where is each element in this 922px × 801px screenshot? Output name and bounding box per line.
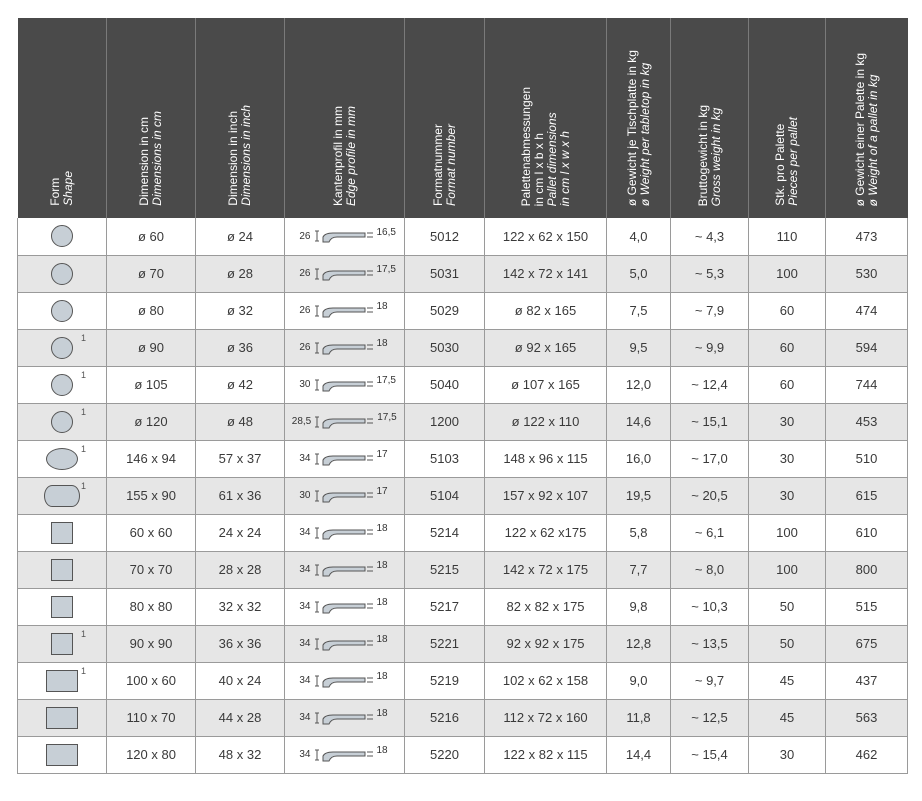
shape-cell xyxy=(18,477,107,514)
pieces-per-pallet-cell: 30 xyxy=(749,440,826,477)
header-de: ø Gewicht je Tischplatte in kg xyxy=(624,49,639,206)
pieces-per-pallet-cell: 60 xyxy=(749,292,826,329)
pieces-per-pallet-cell: 100 xyxy=(749,551,826,588)
shape-cell xyxy=(18,329,107,366)
spec-table xyxy=(17,18,908,774)
dimension-cm-cell: 155 x 90 xyxy=(107,477,196,514)
shape-cell xyxy=(18,551,107,588)
edge-profile-cell xyxy=(285,699,405,736)
shape-cell xyxy=(18,440,107,477)
shape-cell xyxy=(18,699,107,736)
shape-cell xyxy=(18,736,107,773)
pallet-dimensions-cell: 82 x 82 x 175 xyxy=(485,588,607,625)
rectangle-icon xyxy=(46,707,78,729)
circle-icon xyxy=(51,337,73,359)
edge-profile-left: 26 xyxy=(299,305,311,316)
edge-profile-icon xyxy=(313,414,375,430)
header-en: Pallet dimensions xyxy=(544,111,559,206)
dimension-cm-cell: ø 120 xyxy=(107,403,196,440)
header-de: ø Gewicht einer Palette in kg xyxy=(852,52,867,206)
edge-profile-cell xyxy=(285,514,405,551)
gross-weight-cell: ~ 17,0 xyxy=(671,440,749,477)
pallet-weight-cell: 530 xyxy=(826,255,908,292)
footnote-marker: 1 xyxy=(80,369,86,380)
edge-profile-cell xyxy=(285,477,405,514)
table-row xyxy=(18,551,908,588)
pallet-dimensions-cell: 122 x 62 x 150 xyxy=(485,218,607,255)
weight-per-tabletop-cell: 19,5 xyxy=(607,477,671,514)
header-en-2: in cm l x w x h xyxy=(557,130,572,206)
table-row xyxy=(18,292,908,329)
dimension-cm-cell: 110 x 70 xyxy=(107,699,196,736)
pieces-per-pallet-cell: 30 xyxy=(749,736,826,773)
pallet-dimensions-cell: 142 x 72 x 141 xyxy=(485,255,607,292)
dimension-cm-cell: ø 80 xyxy=(107,292,196,329)
pallet-weight-cell: 437 xyxy=(826,662,908,699)
header-en: Dimensions in inch xyxy=(239,105,253,206)
header-de: Formatnummer xyxy=(430,123,445,206)
table-row xyxy=(18,477,908,514)
gross-weight-cell: ~ 12,5 xyxy=(671,699,749,736)
footnote-marker: 1 xyxy=(80,628,86,639)
header-de-2: in cm l x b x h xyxy=(531,132,546,206)
dimension-cm-cell: 100 x 60 xyxy=(107,662,196,699)
shape-cell xyxy=(18,218,107,255)
header-en: Dimensions in cm xyxy=(150,111,164,206)
circle-icon xyxy=(51,225,73,247)
edge-profile-left: 34 xyxy=(299,712,311,723)
edge-profile-icon xyxy=(313,303,375,319)
edge-profile-icon xyxy=(313,673,375,689)
dimension-cm-cell: 70 x 70 xyxy=(107,551,196,588)
gross-weight-cell: ~ 9,7 xyxy=(671,662,749,699)
weight-per-tabletop-cell: 9,0 xyxy=(607,662,671,699)
table-row xyxy=(18,736,908,773)
edge-profile-cell xyxy=(285,662,405,699)
edge-profile-right: 18 xyxy=(376,560,388,571)
header-pieces-per-pallet xyxy=(749,18,826,218)
pallet-dimensions-cell: 112 x 72 x 160 xyxy=(485,699,607,736)
shape-cell xyxy=(18,292,107,329)
edge-profile-right: 18 xyxy=(376,338,388,349)
weight-per-tabletop-cell: 4,0 xyxy=(607,218,671,255)
pieces-per-pallet-cell: 50 xyxy=(749,625,826,662)
format-number-cell: 5216 xyxy=(405,699,485,736)
dimension-inch-cell: ø 42 xyxy=(196,366,285,403)
pieces-per-pallet-cell: 45 xyxy=(749,699,826,736)
weight-per-tabletop-cell: 5,0 xyxy=(607,255,671,292)
dimension-cm-cell: ø 105 xyxy=(107,366,196,403)
edge-profile-icon xyxy=(313,562,375,578)
dimension-cm-cell: 80 x 80 xyxy=(107,588,196,625)
circle-icon xyxy=(51,374,73,396)
dimension-inch-cell: 40 x 24 xyxy=(196,662,285,699)
edge-profile-right: 18 xyxy=(376,708,388,719)
header-en: Gross weight in kg xyxy=(708,107,723,206)
edge-profile-cell xyxy=(285,736,405,773)
pieces-per-pallet-cell: 30 xyxy=(749,403,826,440)
dimension-inch-cell: 24 x 24 xyxy=(196,514,285,551)
pallet-weight-cell: 462 xyxy=(826,736,908,773)
weight-per-tabletop-cell: 11,8 xyxy=(607,699,671,736)
pallet-dimensions-cell: 122 x 82 x 115 xyxy=(485,736,607,773)
format-number-cell: 5030 xyxy=(405,329,485,366)
shape-cell xyxy=(18,255,107,292)
table-row xyxy=(18,218,908,255)
dimension-inch-cell: ø 24 xyxy=(196,218,285,255)
edge-profile-left: 34 xyxy=(299,601,311,612)
gross-weight-cell: ~ 5,3 xyxy=(671,255,749,292)
edge-profile-right: 18 xyxy=(376,745,388,756)
table-row xyxy=(18,366,908,403)
format-number-cell: 5031 xyxy=(405,255,485,292)
weight-per-tabletop-cell: 16,0 xyxy=(607,440,671,477)
header-dimension-cm xyxy=(107,18,196,218)
header-en: Edge profile in mm xyxy=(343,105,358,206)
edge-profile-right: 17,5 xyxy=(376,375,396,386)
gross-weight-cell: ~ 20,5 xyxy=(671,477,749,514)
pallet-dimensions-cell: 148 x 96 x 115 xyxy=(485,440,607,477)
dimension-inch-cell: ø 36 xyxy=(196,329,285,366)
rectangle-icon xyxy=(46,744,78,766)
shape-cell xyxy=(18,588,107,625)
edge-profile-cell xyxy=(285,292,405,329)
format-number-cell: 5012 xyxy=(405,218,485,255)
weight-per-tabletop-cell: 5,8 xyxy=(607,514,671,551)
header-row xyxy=(18,18,908,218)
edge-profile-left: 30 xyxy=(299,379,311,390)
format-number-cell: 5215 xyxy=(405,551,485,588)
table-row xyxy=(18,514,908,551)
rectangle-icon xyxy=(46,670,78,692)
edge-profile-right: 18 xyxy=(376,523,388,534)
weight-per-tabletop-cell: 7,7 xyxy=(607,551,671,588)
edge-profile-left: 30 xyxy=(299,490,311,501)
edge-profile-left: 34 xyxy=(299,527,311,538)
gross-weight-cell: ~ 7,9 xyxy=(671,292,749,329)
header-format-number xyxy=(405,18,485,218)
edge-profile-left: 28,5 xyxy=(291,416,312,427)
dimension-cm-cell: 90 x 90 xyxy=(107,625,196,662)
header-en: Shape xyxy=(60,171,75,206)
edge-profile-left: 26 xyxy=(299,342,311,353)
pallet-dimensions-cell: 122 x 62 x175 xyxy=(485,514,607,551)
pieces-per-pallet-cell: 110 xyxy=(749,218,826,255)
pieces-per-pallet-cell: 30 xyxy=(749,477,826,514)
dimension-inch-cell: 48 x 32 xyxy=(196,736,285,773)
gross-weight-cell: ~ 13,5 xyxy=(671,625,749,662)
edge-profile-right: 17 xyxy=(376,486,388,497)
pallet-weight-cell: 594 xyxy=(826,329,908,366)
header-de: Form xyxy=(47,178,62,206)
table-row xyxy=(18,588,908,625)
gross-weight-cell: ~ 15,4 xyxy=(671,736,749,773)
header-shape xyxy=(18,18,107,218)
table-row xyxy=(18,255,908,292)
format-number-cell: 5219 xyxy=(405,662,485,699)
header-en: ø Weight per tabletop in kg xyxy=(637,62,652,206)
dimension-cm-cell: 120 x 80 xyxy=(107,736,196,773)
weight-per-tabletop-cell: 9,8 xyxy=(607,588,671,625)
footnote-marker: 1 xyxy=(80,332,86,343)
dimension-inch-cell: 32 x 32 xyxy=(196,588,285,625)
dimension-cm-cell: ø 90 xyxy=(107,329,196,366)
pallet-weight-cell: 675 xyxy=(826,625,908,662)
edge-profile-icon xyxy=(313,451,375,467)
edge-profile-right: 18 xyxy=(376,634,388,645)
header-gross-weight xyxy=(671,18,749,218)
header-de: Stk. pro Palette xyxy=(773,123,787,206)
dimension-cm-cell: ø 70 xyxy=(107,255,196,292)
pallet-dimensions-cell: ø 122 x 110 xyxy=(485,403,607,440)
header-en: ø Weight of a pallet in kg xyxy=(865,74,880,206)
header-pallet-weight xyxy=(826,18,908,218)
edge-profile-icon xyxy=(313,377,375,393)
shape-cell xyxy=(18,403,107,440)
pallet-weight-cell: 453 xyxy=(826,403,908,440)
format-number-cell: 5040 xyxy=(405,366,485,403)
pallet-dimensions-cell: 157 x 92 x 107 xyxy=(485,477,607,514)
circle-icon xyxy=(51,411,73,433)
footnote-marker: 1 xyxy=(80,443,86,454)
edge-profile-left: 34 xyxy=(299,638,311,649)
table-row xyxy=(18,329,908,366)
edge-profile-right: 17,5 xyxy=(376,264,396,275)
dimension-cm-cell: ø 60 xyxy=(107,218,196,255)
header-de: Bruttogewicht in kg xyxy=(695,104,710,206)
header-weight-per-tabletop xyxy=(607,18,671,218)
dimension-inch-cell: 61 x 36 xyxy=(196,477,285,514)
pallet-weight-cell: 800 xyxy=(826,551,908,588)
footnote-marker: 1 xyxy=(80,665,86,676)
table-row xyxy=(18,625,908,662)
header-pallet-dimensions xyxy=(485,18,607,218)
shape-cell xyxy=(18,625,107,662)
gross-weight-cell: ~ 4,3 xyxy=(671,218,749,255)
dimension-inch-cell: ø 32 xyxy=(196,292,285,329)
format-number-cell: 5220 xyxy=(405,736,485,773)
pieces-per-pallet-cell: 50 xyxy=(749,588,826,625)
gross-weight-cell: ~ 9,9 xyxy=(671,329,749,366)
header-de: Dimension in inch xyxy=(226,111,240,206)
pieces-per-pallet-cell: 60 xyxy=(749,366,826,403)
header-dimension-inch xyxy=(196,18,285,218)
edge-profile-left: 34 xyxy=(299,675,311,686)
edge-profile-cell xyxy=(285,625,405,662)
edge-profile-cell xyxy=(285,588,405,625)
pallet-dimensions-cell: ø 107 x 165 xyxy=(485,366,607,403)
pallet-dimensions-cell: 92 x 92 x 175 xyxy=(485,625,607,662)
format-number-cell: 5214 xyxy=(405,514,485,551)
dimension-inch-cell: ø 48 xyxy=(196,403,285,440)
oval-icon xyxy=(46,448,78,470)
header-de: Palettenabmessungen xyxy=(518,86,533,206)
edge-profile-right: 18 xyxy=(376,671,388,682)
table-row xyxy=(18,699,908,736)
pallet-dimensions-cell: 102 x 62 x 158 xyxy=(485,662,607,699)
header-en: Format number xyxy=(443,123,458,206)
header-en: Pieces per pallet xyxy=(786,117,800,206)
barrel-icon xyxy=(44,485,80,507)
weight-per-tabletop-cell: 7,5 xyxy=(607,292,671,329)
pallet-weight-cell: 474 xyxy=(826,292,908,329)
edge-profile-cell xyxy=(285,255,405,292)
square-icon xyxy=(51,633,73,655)
edge-profile-left: 34 xyxy=(299,564,311,575)
edge-profile-right: 17 xyxy=(376,449,388,460)
dimension-inch-cell: ø 28 xyxy=(196,255,285,292)
pallet-dimensions-cell: ø 82 x 165 xyxy=(485,292,607,329)
circle-icon xyxy=(51,263,73,285)
edge-profile-icon xyxy=(313,747,375,763)
gross-weight-cell: ~ 8,0 xyxy=(671,551,749,588)
format-number-cell: 5103 xyxy=(405,440,485,477)
table-row xyxy=(18,662,908,699)
circle-icon xyxy=(51,300,73,322)
edge-profile-cell xyxy=(285,403,405,440)
table-row xyxy=(18,440,908,477)
gross-weight-cell: ~ 6,1 xyxy=(671,514,749,551)
header-edge-profile xyxy=(285,18,405,218)
edge-profile-cell xyxy=(285,551,405,588)
weight-per-tabletop-cell: 14,4 xyxy=(607,736,671,773)
edge-profile-left: 26 xyxy=(299,230,311,242)
pieces-per-pallet-cell: 100 xyxy=(749,514,826,551)
format-number-cell: 5029 xyxy=(405,292,485,329)
edge-profile-icon xyxy=(313,266,375,282)
edge-profile-cell xyxy=(285,440,405,477)
footnote-marker: 1 xyxy=(80,406,86,417)
format-number-cell: 5217 xyxy=(405,588,485,625)
pallet-weight-cell: 563 xyxy=(826,699,908,736)
pallet-weight-cell: 510 xyxy=(826,440,908,477)
pallet-dimensions-cell: 142 x 72 x 175 xyxy=(485,551,607,588)
edge-profile-icon xyxy=(313,488,375,504)
table-row xyxy=(18,403,908,440)
format-number-cell: 5104 xyxy=(405,477,485,514)
dimension-cm-cell: 60 x 60 xyxy=(107,514,196,551)
edge-profile-cell xyxy=(285,329,405,366)
edge-profile-icon xyxy=(313,340,375,356)
pallet-weight-cell: 610 xyxy=(826,514,908,551)
edge-profile-right: 18 xyxy=(376,301,388,312)
edge-profile-icon xyxy=(313,525,375,541)
gross-weight-cell: ~ 12,4 xyxy=(671,366,749,403)
shape-cell xyxy=(18,366,107,403)
dimension-inch-cell: 28 x 28 xyxy=(196,551,285,588)
shape-cell xyxy=(18,514,107,551)
dimension-inch-cell: 36 x 36 xyxy=(196,625,285,662)
pallet-weight-cell: 473 xyxy=(826,218,908,255)
pallet-weight-cell: 515 xyxy=(826,588,908,625)
dimension-inch-cell: 57 x 37 xyxy=(196,440,285,477)
dimension-cm-cell: 146 x 94 xyxy=(107,440,196,477)
edge-profile-icon xyxy=(313,599,375,615)
header-de: Kantenprofil in mm xyxy=(330,105,345,206)
edge-profile-left: 34 xyxy=(299,749,311,760)
edge-profile-right: 17,5 xyxy=(377,412,397,423)
weight-per-tabletop-cell: 12,8 xyxy=(607,625,671,662)
edge-profile-icon xyxy=(313,228,375,244)
pieces-per-pallet-cell: 60 xyxy=(749,329,826,366)
header-de: Dimension in cm xyxy=(137,117,151,206)
pieces-per-pallet-cell: 100 xyxy=(749,255,826,292)
edge-profile-icon xyxy=(313,710,375,726)
footnote-marker: 1 xyxy=(80,480,86,491)
table-body xyxy=(18,218,908,773)
pallet-weight-cell: 615 xyxy=(826,477,908,514)
dimension-inch-cell: 44 x 28 xyxy=(196,699,285,736)
square-icon xyxy=(51,522,73,544)
edge-profile-left: 26 xyxy=(299,268,311,279)
format-number-cell: 1200 xyxy=(405,403,485,440)
weight-per-tabletop-cell: 14,6 xyxy=(607,403,671,440)
edge-profile-cell xyxy=(285,218,405,255)
edge-profile-left: 34 xyxy=(299,453,311,464)
shape-cell xyxy=(18,662,107,699)
weight-per-tabletop-cell: 9,5 xyxy=(607,329,671,366)
square-icon xyxy=(51,596,73,618)
pallet-dimensions-cell: ø 92 x 165 xyxy=(485,329,607,366)
pieces-per-pallet-cell: 45 xyxy=(749,662,826,699)
pallet-weight-cell: 744 xyxy=(826,366,908,403)
weight-per-tabletop-cell: 12,0 xyxy=(607,366,671,403)
gross-weight-cell: ~ 15,1 xyxy=(671,403,749,440)
gross-weight-cell: ~ 10,3 xyxy=(671,588,749,625)
square-icon xyxy=(51,559,73,581)
edge-profile-cell xyxy=(285,366,405,403)
edge-profile-icon xyxy=(313,636,375,652)
edge-profile-right: 16,5 xyxy=(376,226,396,238)
edge-profile-right: 18 xyxy=(376,597,388,608)
format-number-cell: 5221 xyxy=(405,625,485,662)
